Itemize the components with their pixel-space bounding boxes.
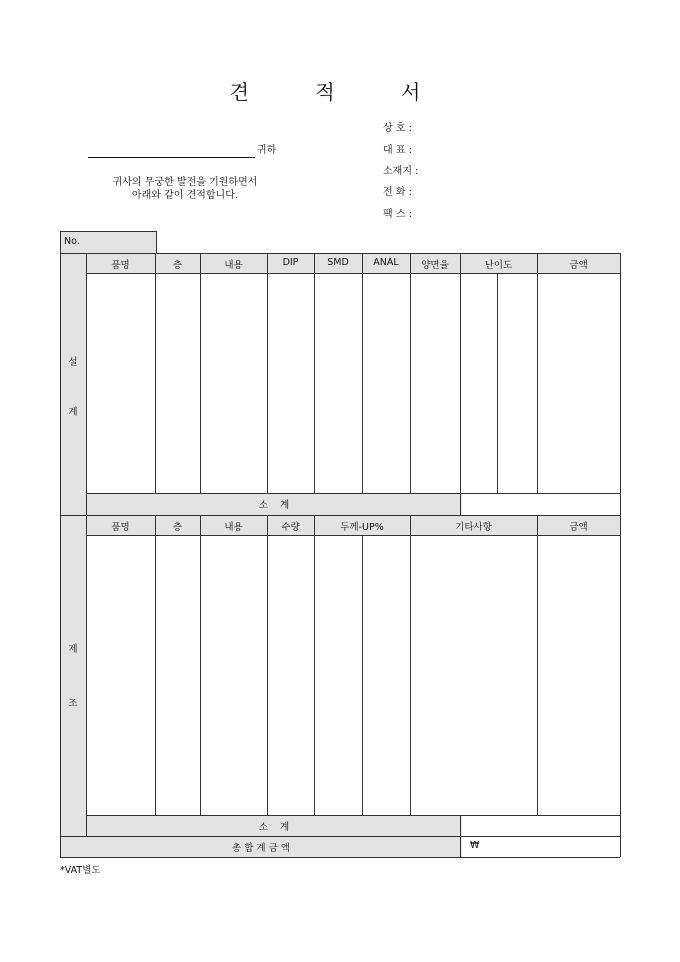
grand-total-currency: ₩ — [470, 840, 480, 851]
rule — [314, 253, 315, 493]
rule — [155, 515, 156, 815]
recipient-line[interactable] — [88, 157, 255, 158]
design-col-anal: ANAL — [373, 257, 399, 268]
design-col-double-side-rate: 양면율 — [421, 260, 449, 271]
design-col-dip: DIP — [282, 257, 299, 268]
manufacture-side-cell — [60, 515, 86, 836]
rule — [156, 231, 157, 253]
vendor-field-representative[interactable]: 대 표 : — [383, 145, 413, 156]
vendor-field-name[interactable]: 상 호 : — [383, 123, 413, 134]
rule — [410, 515, 411, 815]
document-title: 견 적 서 — [229, 80, 451, 104]
rule — [200, 253, 201, 493]
design-col-content: 내용 — [224, 260, 243, 271]
manufacture-side-label-1: 제 — [68, 644, 78, 655]
no-label: No. — [64, 236, 80, 247]
vat-footnote: *VAT별도 — [60, 865, 101, 876]
rule — [86, 253, 87, 836]
rule — [86, 273, 620, 274]
manufacture-side-label-2: 조 — [68, 698, 78, 709]
design-col-layer: 층 — [172, 260, 183, 271]
design-side-label-2: 계 — [68, 407, 78, 418]
rule — [460, 253, 461, 515]
rule — [60, 231, 156, 232]
manufacture-col-quantity: 수량 — [281, 522, 300, 533]
design-subtotal-label: 소 계 — [258, 500, 290, 511]
rule — [362, 253, 363, 493]
greeting-text — [90, 176, 280, 202]
manufacture-subtotal-value[interactable] — [462, 816, 619, 835]
rule — [314, 515, 315, 815]
manufacture-col-amount: 금액 — [569, 522, 588, 533]
rule — [410, 253, 411, 493]
rule — [60, 857, 620, 858]
manufacture-subtotal-label: 소 계 — [258, 822, 290, 833]
greeting-line-2: 아래와 같이 견적합니다. — [131, 190, 239, 201]
rule — [362, 535, 363, 815]
vendor-field-fax[interactable]: 팩 스 : — [383, 209, 413, 220]
design-side-label-1: 설 — [68, 357, 78, 368]
design-col-smd: SMD — [327, 257, 349, 268]
grand-total-label: 총 합 계 금 액 — [232, 843, 290, 854]
manufacture-col-content: 내용 — [224, 522, 243, 533]
rule — [86, 535, 620, 536]
rule — [537, 253, 538, 493]
greeting-line-1: 귀사의 무궁한 발전을 기원하면서 — [112, 177, 258, 188]
rule — [200, 515, 201, 815]
rule — [267, 253, 268, 493]
rule — [497, 273, 498, 493]
rule — [620, 253, 621, 857]
manufacture-col-layer: 층 — [172, 522, 183, 533]
rule — [60, 515, 620, 516]
manufacture-col-thickness-up: 두께-UP% — [340, 522, 384, 533]
vendor-field-phone[interactable]: 전 화 : — [383, 187, 413, 198]
manufacture-col-remarks: 기타사항 — [455, 522, 492, 533]
manufacture-col-product-name: 품명 — [111, 522, 130, 533]
design-col-product-name: 품명 — [111, 260, 130, 271]
design-col-amount: 금액 — [569, 260, 588, 271]
design-subtotal-value[interactable] — [462, 494, 619, 514]
recipient-suffix: 귀하 — [257, 145, 277, 156]
rule — [267, 515, 268, 815]
design-col-difficulty: 난이도 — [484, 260, 513, 271]
design-side-cell — [60, 253, 86, 515]
rule — [537, 515, 538, 815]
rule — [155, 253, 156, 493]
rule — [60, 231, 61, 857]
rule — [60, 836, 620, 837]
vendor-field-address[interactable]: 소재지 : — [383, 166, 419, 177]
rule — [60, 253, 620, 254]
